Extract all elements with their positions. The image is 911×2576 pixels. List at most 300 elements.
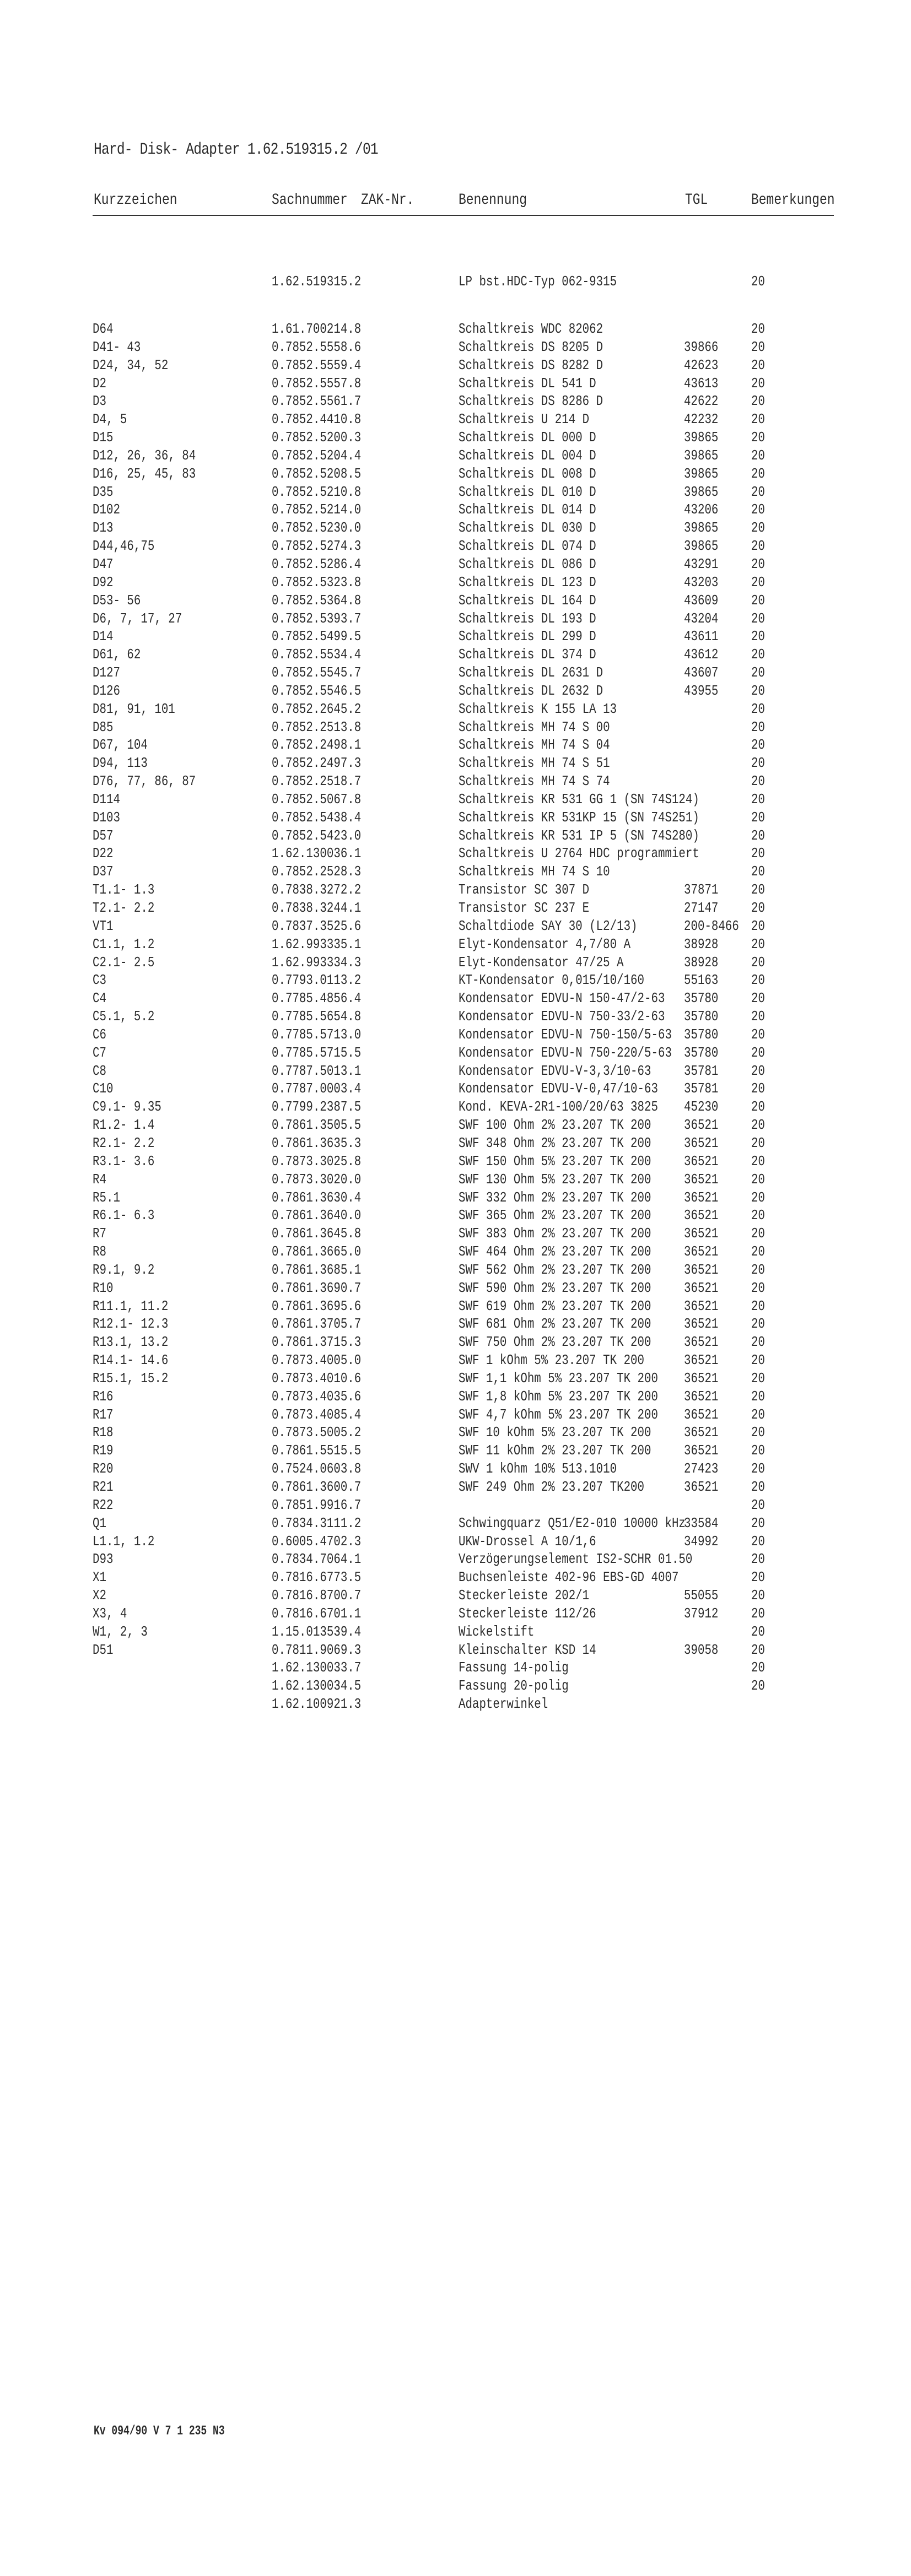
cell-kurzzeichen: R14.1- 14.6 [93, 1352, 169, 1369]
cell-bemerkungen: 20 [751, 429, 765, 446]
table-row [0, 863, 911, 881]
cell-sachnummer: 0.7852.5559.4 [272, 356, 362, 374]
cell-benennung: Schaltkreis MH 74 S 04 [459, 737, 610, 754]
table-row [0, 1568, 911, 1587]
cell-benennung: SWF 332 Ohm 2% 23.207 TK 200 [459, 1189, 651, 1206]
cell-benennung: Kondensator EDVU-N 750-150/5-63 [459, 1026, 672, 1043]
cell-kurzzeichen: D6, 7, 17, 27 [93, 610, 182, 627]
cell-bemerkungen: 20 [751, 1189, 765, 1206]
cell-tgl: 45230 [684, 1098, 719, 1116]
cell-tgl: 43611 [684, 628, 719, 645]
cell-sachnummer: 0.7852.5204.4 [272, 447, 362, 464]
cell-bemerkungen: 20 [751, 700, 765, 717]
cell-benennung: Schaltkreis DL 164 D [459, 592, 596, 609]
cell-sachnummer: 0.7816.6773.5 [272, 1569, 362, 1586]
cell-bemerkungen: 20 [751, 592, 765, 609]
cell-sachnummer: 0.7793.0113.2 [272, 972, 362, 989]
cell-sachnummer: 0.6005.4702.3 [272, 1533, 362, 1550]
cell-sachnummer: 0.7785.4856.4 [272, 990, 362, 1007]
cell-bemerkungen: 20 [751, 1316, 765, 1333]
header-zak-nr: ZAK-Nr. [361, 192, 414, 209]
cell-sachnummer: 1.15.013539.4 [272, 1623, 362, 1640]
cell-sachnummer: 0.7852.5323.8 [272, 573, 362, 591]
cell-tgl: 39865 [684, 483, 719, 500]
cell-benennung: Schaltkreis MH 74 S 51 [459, 755, 610, 772]
cell-sachnummer: 0.7873.3025.8 [272, 1152, 362, 1170]
table-row [0, 592, 911, 610]
table-row [0, 935, 911, 954]
cell-benennung: SWF 100 Ohm 2% 23.207 TK 200 [459, 1117, 651, 1134]
cell-tgl: 43955 [684, 682, 719, 699]
cell-bemerkungen: 20 [751, 1026, 765, 1043]
cell-tgl: 36521 [684, 1171, 719, 1188]
cell-bemerkungen: 20 [751, 737, 765, 754]
table-row [0, 1370, 911, 1388]
table-row [0, 989, 911, 1008]
cell-bemerkungen: 20 [751, 1605, 765, 1622]
cell-benennung: Schaltkreis DL 000 D [459, 429, 596, 446]
cell-benennung: Kondensator EDVU-V-0,47/10-63 [459, 1080, 658, 1097]
cell-benennung: Steckerleiste 112/26 [459, 1605, 596, 1622]
cell-bemerkungen: 20 [751, 1243, 765, 1260]
cell-tgl: 39865 [684, 538, 719, 555]
cell-bemerkungen: 20 [751, 393, 765, 410]
cell-tgl: 36521 [684, 1279, 719, 1296]
table-row [0, 899, 911, 917]
cell-tgl: 43204 [684, 610, 719, 627]
table-row [0, 555, 911, 573]
cell-bemerkungen: 20 [751, 1171, 765, 1188]
cell-sachnummer: 0.7861.3715.3 [272, 1334, 362, 1351]
cell-tgl: 36521 [684, 1152, 719, 1170]
cell-bemerkungen: 20 [751, 321, 765, 337]
cell-sachnummer: 0.7785.5713.0 [272, 1026, 362, 1043]
cell-kurzzeichen: D67, 104 [93, 737, 148, 754]
cell-bemerkungen: 20 [751, 1533, 765, 1550]
cell-sachnummer: 0.7852.5557.8 [272, 375, 362, 392]
cell-sachnummer: 0.7834.3111.2 [272, 1514, 362, 1531]
cell-sachnummer: 0.7873.4005.0 [272, 1352, 362, 1369]
cell-kurzzeichen: D103 [93, 809, 120, 826]
cell-kurzzeichen: R9.1, 9.2 [93, 1261, 155, 1278]
cell-benennung: Schaltkreis U 214 D [459, 411, 590, 428]
cell-benennung: SWF 619 Ohm 2% 23.207 TK 200 [459, 1297, 651, 1314]
cell-sachnummer: 1.62.100921.3 [272, 1696, 362, 1713]
cell-bemerkungen: 20 [751, 538, 765, 555]
cell-benennung: SWF 464 Ohm 2% 23.207 TK 200 [459, 1243, 651, 1260]
cell-kurzzeichen: C7 [93, 1044, 106, 1061]
cell-benennung: Kondensator EDVU-N 750-33/2-63 [459, 1008, 665, 1025]
cell-bemerkungen: 20 [751, 1569, 765, 1586]
cell-tgl: 39865 [684, 465, 719, 482]
cell-tgl: 200-8466 [684, 917, 739, 934]
cell-benennung: Kondensator EDVU-V-3,3/10-63 [459, 1062, 651, 1079]
cell-benennung: Kondensator EDVU-N 150-47/2-63 [459, 990, 665, 1007]
table-row [0, 1605, 911, 1623]
cell-sachnummer: 0.7852.5546.5 [272, 682, 362, 699]
table-row [0, 1623, 911, 1641]
cell-benennung: Schaltkreis KR 531 GG 1 (SN 74S124) [459, 791, 699, 808]
cell-tgl: 42232 [684, 411, 719, 428]
cell-tgl: 35780 [684, 990, 719, 1007]
cell-tgl: 37871 [684, 881, 719, 899]
cell-kurzzeichen: D12, 26, 36, 84 [93, 447, 196, 464]
cell-bemerkungen: 20 [751, 1406, 765, 1423]
cell-bemerkungen: 20 [751, 1442, 765, 1459]
cell-kurzzeichen: D127 [93, 664, 120, 681]
cell-tgl: 34992 [684, 1533, 719, 1550]
cell-benennung: SWF 590 Ohm 2% 23.207 TK 200 [459, 1279, 651, 1296]
cell-sachnummer: 0.7861.3685.1 [272, 1261, 362, 1278]
cell-bemerkungen: 20 [751, 1207, 765, 1224]
cell-kurzzeichen: D44,46,75 [93, 538, 155, 555]
cell-kurzzeichen: D76, 77, 86, 87 [93, 773, 196, 790]
header-bemerkungen: Bemerkungen [751, 192, 835, 209]
cell-benennung: SWF 1 kOhm 5% 23.207 TK 200 [459, 1352, 645, 1369]
cell-sachnummer: 0.7861.3695.6 [272, 1297, 362, 1314]
table-row [0, 1641, 911, 1659]
table-row [0, 410, 911, 429]
cell-bemerkungen: 20 [751, 573, 765, 591]
cell-benennung: Fassung 14-polig [459, 1659, 569, 1676]
table-row [0, 483, 911, 501]
table-row [0, 1695, 911, 1713]
header-benennung: Benennung [459, 192, 527, 209]
table-row [0, 917, 911, 935]
table-row [0, 356, 911, 375]
cell-benennung: Schaltkreis MH 74 S 10 [459, 863, 610, 880]
cell-kurzzeichen: C10 [93, 1080, 114, 1097]
cell-bemerkungen: 20 [751, 972, 765, 989]
cell-kurzzeichen: C1.1, 1.2 [93, 935, 155, 953]
cell-tgl: 39865 [684, 447, 719, 464]
cell-tgl: 27147 [684, 900, 719, 916]
cell-tgl: 37912 [684, 1605, 719, 1622]
cell-benennung: Schaltkreis DL 541 D [459, 375, 596, 392]
table-row [0, 1080, 911, 1098]
cell-bemerkungen: 20 [751, 827, 765, 844]
cell-benennung: Schaltkreis K 155 LA 13 [459, 700, 617, 717]
table-row [0, 1189, 911, 1207]
cell-benennung: Schaltkreis KR 531 IP 5 (SN 74S280) [459, 827, 699, 844]
cell-benennung: SWF 1,8 kOhm 5% 23.207 TK 200 [459, 1388, 658, 1405]
cell-tgl: 36521 [684, 1134, 719, 1151]
table-row [0, 1315, 911, 1333]
cell-bemerkungen: 20 [751, 375, 765, 392]
cell-sachnummer: 0.7852.5499.5 [272, 628, 362, 645]
cell-sachnummer: 0.7852.5545.7 [272, 664, 362, 681]
cell-benennung: SWF 10 kOhm 5% 23.207 TK 200 [459, 1424, 651, 1441]
cell-benennung: Schaltkreis DL 004 D [459, 447, 596, 464]
table-row [0, 273, 911, 320]
cell-sachnummer: 0.7816.8700.7 [272, 1587, 362, 1604]
cell-benennung: UKW-Drossel A 10/1,6 [459, 1533, 596, 1550]
cell-sachnummer: 0.7852.5200.3 [272, 429, 362, 446]
table-row [0, 791, 911, 809]
cell-sachnummer: 0.7524.0603.8 [272, 1460, 362, 1478]
cell-tgl: 42622 [684, 393, 719, 410]
cell-benennung: Schaltkreis DL 014 D [459, 501, 596, 518]
cell-benennung: Schaltkreis MH 74 S 74 [459, 773, 610, 790]
table-row [0, 501, 911, 519]
table-row [0, 627, 911, 646]
cell-bemerkungen: 20 [751, 555, 765, 572]
cell-bemerkungen: 20 [751, 809, 765, 826]
cell-sachnummer: 0.7852.5230.0 [272, 519, 362, 537]
cell-sachnummer: 0.7861.3600.7 [272, 1479, 362, 1495]
cell-tgl: 36521 [684, 1261, 719, 1278]
cell-benennung: SWF 562 Ohm 2% 23.207 TK 200 [459, 1261, 651, 1278]
cell-tgl: 38928 [684, 935, 719, 953]
cell-bemerkungen: 20 [751, 791, 765, 808]
cell-tgl: 55163 [684, 972, 719, 989]
cell-tgl: 38928 [684, 954, 719, 971]
cell-sachnummer: 0.7852.2513.8 [272, 718, 362, 735]
cell-sachnummer: 0.7852.5286.4 [272, 555, 362, 572]
cell-benennung: Schaltkreis DL 008 D [459, 465, 596, 482]
cell-bemerkungen: 20 [751, 917, 765, 934]
cell-sachnummer: 0.7873.4035.6 [272, 1388, 362, 1405]
table-row [0, 320, 911, 338]
cell-kurzzeichen: C2.1- 2.5 [93, 954, 155, 971]
cell-bemerkungen: 20 [751, 465, 765, 482]
cell-benennung: Schaltkreis DS 8282 D [459, 356, 603, 374]
cell-kurzzeichen: C3 [93, 972, 106, 989]
cell-kurzzeichen: R2.1- 2.2 [93, 1134, 155, 1151]
cell-benennung: SWF 11 kOhm 2% 23.207 TK 200 [459, 1442, 651, 1459]
cell-kurzzeichen: C5.1, 5.2 [93, 1008, 155, 1025]
cell-sachnummer: 0.7838.3244.1 [272, 900, 362, 916]
cell-kurzzeichen: D22 [93, 845, 114, 862]
cell-bemerkungen: 20 [751, 628, 765, 645]
cell-sachnummer: 0.7852.2528.3 [272, 863, 362, 880]
cell-tgl: 43206 [684, 501, 719, 518]
header-underline [93, 215, 834, 216]
cell-kurzzeichen: L1.1, 1.2 [93, 1533, 155, 1550]
cell-benennung: Schaltkreis DL 123 D [459, 573, 596, 591]
cell-bemerkungen: 20 [751, 1279, 765, 1296]
cell-sachnummer: 0.7861.5515.5 [272, 1442, 362, 1459]
cell-bemerkungen: 20 [751, 1098, 765, 1116]
cell-bemerkungen: 20 [751, 1479, 765, 1495]
cell-benennung: KT-Kondensator 0,015/10/160 [459, 972, 645, 989]
table-row [0, 754, 911, 772]
cell-tgl: 35780 [684, 1008, 719, 1025]
cell-bemerkungen: 20 [751, 273, 765, 290]
document-title: Hard- Disk- Adapter 1.62.519315.2 /01 [94, 140, 378, 159]
table-row [0, 1008, 911, 1026]
cell-benennung: Elyt-Kondensator 4,7/80 A [459, 935, 631, 953]
cell-benennung: Kond. KEVA-2R1-100/20/63 3825 [459, 1098, 658, 1116]
cell-kurzzeichen: T1.1- 1.3 [93, 881, 155, 899]
table-row [0, 1514, 911, 1533]
cell-kurzzeichen: D51 [93, 1641, 114, 1658]
cell-sachnummer: 0.7852.2497.3 [272, 755, 362, 772]
cell-kurzzeichen: D114 [93, 791, 120, 808]
cell-sachnummer: 1.62.130034.5 [272, 1677, 362, 1695]
cell-tgl: 43203 [684, 573, 719, 591]
cell-bemerkungen: 20 [751, 773, 765, 790]
cell-sachnummer: 0.7852.5558.6 [272, 338, 362, 355]
cell-bemerkungen: 20 [751, 1352, 765, 1369]
cell-tgl: 36521 [684, 1352, 719, 1369]
cell-tgl: 36521 [684, 1388, 719, 1405]
cell-sachnummer: 0.7811.9069.3 [272, 1641, 362, 1658]
cell-bemerkungen: 20 [751, 755, 765, 772]
cell-kurzzeichen: R7 [93, 1225, 106, 1242]
table-row [0, 1152, 911, 1171]
cell-sachnummer: 0.7816.6701.1 [272, 1605, 362, 1622]
cell-benennung: Steckerleiste 202/1 [459, 1587, 590, 1604]
cell-kurzzeichen: D93 [93, 1551, 114, 1568]
cell-sachnummer: 0.7852.5423.0 [272, 827, 362, 844]
cell-tgl: 43291 [684, 555, 719, 572]
cell-benennung: Schaltkreis DS 8205 D [459, 338, 603, 355]
table-row [0, 1116, 911, 1134]
cell-tgl: 36521 [684, 1442, 719, 1459]
table-row [0, 736, 911, 754]
cell-bemerkungen: 20 [751, 338, 765, 355]
table-row [0, 1243, 911, 1261]
table-row [0, 772, 911, 791]
cell-tgl: 36521 [684, 1479, 719, 1495]
cell-bemerkungen: 20 [751, 900, 765, 916]
cell-benennung: SWF 130 Ohm 5% 23.207 TK 200 [459, 1171, 651, 1188]
cell-bemerkungen: 20 [751, 501, 765, 518]
table-row [0, 1134, 911, 1152]
cell-tgl: 43613 [684, 375, 719, 392]
table-row [0, 1225, 911, 1243]
cell-kurzzeichen: C6 [93, 1026, 106, 1043]
cell-benennung: Buchsenleiste 402-96 EBS-GD 4007 [459, 1569, 679, 1586]
cell-bemerkungen: 20 [751, 1424, 765, 1441]
table-row [0, 1406, 911, 1424]
cell-tgl: 33584 [684, 1514, 719, 1531]
cell-tgl: 43609 [684, 592, 719, 609]
table-row [0, 1206, 911, 1225]
cell-sachnummer: 0.7838.3272.2 [272, 881, 362, 899]
cell-sachnummer: 0.7852.2498.1 [272, 737, 362, 754]
table-row [0, 1062, 911, 1080]
table-row [0, 1442, 911, 1460]
cell-kurzzeichen: R4 [93, 1171, 106, 1188]
cell-bemerkungen: 20 [751, 1261, 765, 1278]
cell-tgl: 39866 [684, 338, 719, 355]
cell-bemerkungen: 20 [751, 935, 765, 953]
cell-kurzzeichen: D61, 62 [93, 646, 141, 663]
cell-sachnummer: 1.62.993334.3 [272, 954, 362, 971]
cell-sachnummer: 0.7852.5364.8 [272, 592, 362, 609]
cell-bemerkungen: 20 [751, 447, 765, 464]
cell-bemerkungen: 20 [751, 1623, 765, 1640]
cell-kurzzeichen: T2.1- 2.2 [93, 900, 155, 916]
table-row [0, 537, 911, 555]
table-row [0, 1478, 911, 1496]
parts-list [0, 273, 911, 1713]
cell-kurzzeichen: R21 [93, 1479, 114, 1495]
cell-benennung: Wickelstift [459, 1623, 535, 1640]
cell-bemerkungen: 20 [751, 1551, 765, 1568]
cell-tgl: 36521 [684, 1424, 719, 1441]
cell-sachnummer: 0.7852.5210.8 [272, 483, 362, 500]
cell-bemerkungen: 20 [751, 1677, 765, 1695]
cell-sachnummer: 0.7852.2645.2 [272, 700, 362, 717]
cell-tgl: 36521 [684, 1117, 719, 1134]
cell-sachnummer: 1.62.519315.2 [272, 273, 362, 290]
cell-kurzzeichen: R18 [93, 1424, 114, 1441]
cell-sachnummer: 0.7861.3690.7 [272, 1279, 362, 1296]
cell-benennung: Transistor SC 237 E [459, 900, 590, 916]
footer-code: Kv 094/90 V 7 1 235 N3 [94, 2424, 225, 2439]
cell-tgl: 55055 [684, 1587, 719, 1604]
cell-sachnummer: 1.61.700214.8 [272, 321, 362, 337]
cell-sachnummer: 0.7861.3505.5 [272, 1117, 362, 1134]
table-row [0, 447, 911, 465]
cell-kurzzeichen: R10 [93, 1279, 114, 1296]
table-row [0, 1388, 911, 1406]
cell-kurzzeichen: D24, 34, 52 [93, 356, 169, 374]
cell-sachnummer: 0.7852.5393.7 [272, 610, 362, 627]
cell-benennung: Schaltkreis DL 2631 D [459, 664, 603, 681]
cell-kurzzeichen: D47 [93, 555, 114, 572]
table-row [0, 1550, 911, 1568]
cell-benennung: Schaltkreis U 2764 HDC programmiert [459, 845, 699, 862]
cell-bemerkungen: 20 [751, 1008, 765, 1025]
cell-sachnummer: 0.7785.5715.5 [272, 1044, 362, 1061]
table-row [0, 827, 911, 845]
cell-bemerkungen: 20 [751, 682, 765, 699]
cell-bemerkungen: 20 [751, 1225, 765, 1242]
cell-kurzzeichen: D3 [93, 393, 106, 410]
cell-benennung: Elyt-Kondensator 47/25 A [459, 954, 624, 971]
cell-tgl: 27423 [684, 1460, 719, 1478]
cell-kurzzeichen: X2 [93, 1587, 106, 1604]
cell-kurzzeichen: R20 [93, 1460, 114, 1478]
header-tgl: TGL [685, 192, 708, 209]
cell-bemerkungen: 20 [751, 1134, 765, 1151]
cell-benennung: SWF 348 Ohm 2% 23.207 TK 200 [459, 1134, 651, 1151]
table-row [0, 845, 911, 863]
cell-bemerkungen: 20 [751, 411, 765, 428]
table-row [0, 1460, 911, 1478]
table-row [0, 1279, 911, 1297]
cell-kurzzeichen: R6.1- 6.3 [93, 1207, 155, 1224]
cell-tgl: 43612 [684, 646, 719, 663]
cell-sachnummer: 0.7873.4010.6 [272, 1370, 362, 1387]
cell-kurzzeichen: R8 [93, 1243, 106, 1260]
cell-benennung: Schaltkreis DL 374 D [459, 646, 596, 663]
cell-bemerkungen: 20 [751, 610, 765, 627]
cell-bemerkungen: 20 [751, 1496, 765, 1513]
cell-bemerkungen: 20 [751, 519, 765, 537]
cell-sachnummer: 0.7873.4085.4 [272, 1406, 362, 1423]
cell-bemerkungen: 20 [751, 1062, 765, 1079]
cell-benennung: Schaltkreis DL 030 D [459, 519, 596, 537]
cell-kurzzeichen: R11.1, 11.2 [93, 1297, 169, 1314]
cell-kurzzeichen: D41- 43 [93, 338, 141, 355]
table-row [0, 954, 911, 972]
header-sachnummer: Sachnummer [272, 192, 348, 209]
cell-sachnummer: 0.7852.4410.8 [272, 411, 362, 428]
cell-kurzzeichen: D102 [93, 501, 120, 518]
cell-bemerkungen: 20 [751, 1460, 765, 1478]
table-row [0, 338, 911, 356]
cell-benennung: SWF 4,7 kOhm 5% 23.207 TK 200 [459, 1406, 658, 1423]
table-row [0, 1098, 911, 1116]
cell-sachnummer: 0.7852.5208.5 [272, 465, 362, 482]
cell-bemerkungen: 20 [751, 1297, 765, 1314]
cell-sachnummer: 0.7834.7064.1 [272, 1551, 362, 1568]
